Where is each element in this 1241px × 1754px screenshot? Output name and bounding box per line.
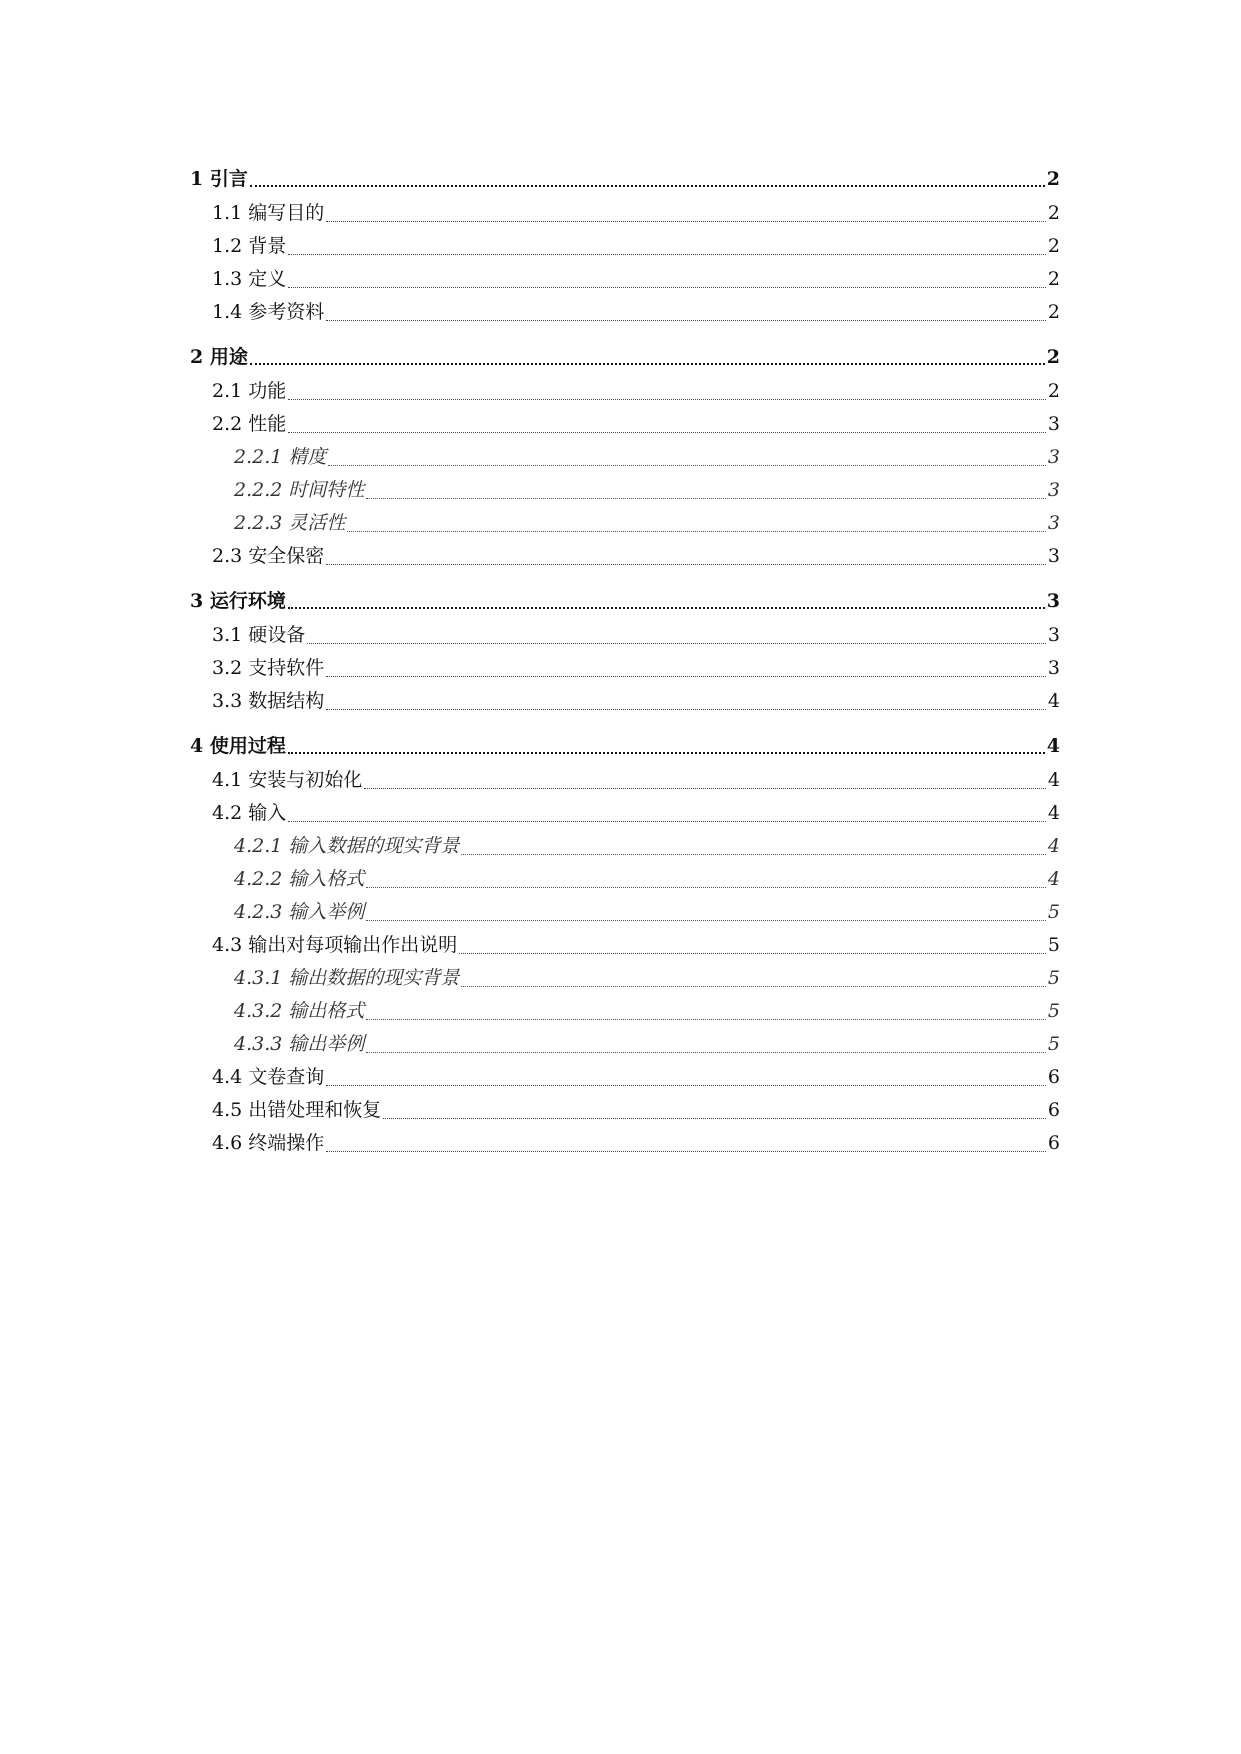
toc-section-entry[interactable] — [190, 653, 1060, 686]
toc-page-number: 5 — [1047, 1000, 1060, 1022]
toc-section-entry[interactable] — [190, 297, 1060, 330]
toc-section-entry[interactable] — [190, 1095, 1060, 1128]
toc-entry-label: 2.3 安全保密 — [212, 545, 325, 567]
toc-section-entry[interactable] — [190, 930, 1060, 963]
toc-page-number: 2 — [1047, 268, 1060, 290]
toc-dot-leader — [288, 752, 1045, 754]
toc-entry-label: 2.2.1 精度 — [234, 446, 327, 468]
toc-page-number: 2 — [1046, 346, 1060, 368]
toc-dot-leader — [288, 821, 1046, 822]
toc-subsection-entry[interactable] — [190, 508, 1060, 541]
toc-subsection-entry[interactable] — [190, 963, 1060, 996]
toc-dot-leader — [366, 920, 1046, 921]
toc-entry-label: 4.4 文卷查询 — [212, 1066, 325, 1088]
toc-chapter-entry[interactable] — [190, 586, 1060, 618]
toc-dot-leader — [288, 432, 1046, 433]
toc-subsection-entry[interactable] — [190, 1029, 1060, 1062]
toc-entry-label: 4.2.1 输入数据的现实背景 — [234, 835, 460, 857]
toc-subsection-entry[interactable] — [190, 864, 1060, 897]
toc-dot-leader — [366, 1019, 1046, 1020]
toc-entry-label: 1.4 参考资料 — [212, 301, 325, 323]
toc-page-number: 2 — [1047, 235, 1060, 257]
toc-chapter-entry[interactable] — [190, 164, 1060, 196]
toc-entry-label: 4.2 输入 — [212, 802, 287, 824]
toc-dot-leader — [366, 498, 1046, 499]
toc-section-entry[interactable] — [190, 376, 1060, 409]
toc-page-number: 2 — [1047, 301, 1060, 323]
table-of-contents — [190, 164, 1060, 1161]
toc-page-number: 2 — [1046, 168, 1060, 190]
toc-subsection-entry[interactable] — [190, 442, 1060, 475]
toc-dot-leader — [307, 643, 1046, 644]
toc-subsection-entry[interactable] — [190, 996, 1060, 1029]
toc-page-number: 6 — [1047, 1066, 1060, 1088]
toc-dot-leader — [461, 986, 1046, 987]
toc-dot-leader — [288, 607, 1045, 609]
toc-section-entry[interactable] — [190, 686, 1060, 719]
toc-page-number: 5 — [1047, 1033, 1060, 1055]
toc-dot-leader — [326, 1085, 1046, 1086]
toc-dot-leader — [347, 531, 1046, 532]
toc-dot-leader — [461, 854, 1046, 855]
toc-page-number: 2 — [1047, 380, 1060, 402]
toc-entry-label: 1.2 背景 — [212, 235, 287, 257]
toc-subsection-entry[interactable] — [190, 831, 1060, 864]
toc-entry-label: 1.3 定义 — [212, 268, 287, 290]
toc-page-number: 6 — [1047, 1099, 1060, 1121]
toc-dot-leader — [326, 564, 1046, 565]
toc-page-number: 5 — [1047, 901, 1060, 923]
toc-section-entry[interactable] — [190, 264, 1060, 297]
toc-page-number: 3 — [1047, 657, 1060, 679]
toc-section-entry[interactable] — [190, 620, 1060, 653]
toc-dot-leader — [250, 185, 1045, 187]
toc-subsection-entry[interactable] — [190, 475, 1060, 508]
toc-page-number: 5 — [1047, 967, 1060, 989]
toc-dot-leader — [366, 887, 1046, 888]
toc-entry-label: 3.3 数据结构 — [212, 690, 325, 712]
toc-entry-label: 2.2.3 灵活性 — [234, 512, 346, 534]
toc-dot-leader — [383, 1118, 1046, 1119]
toc-page-number: 4 — [1047, 868, 1060, 890]
toc-page-number: 5 — [1047, 934, 1060, 956]
toc-dot-leader — [364, 788, 1046, 789]
toc-page-number: 2 — [1047, 202, 1060, 224]
toc-section-entry[interactable] — [190, 798, 1060, 831]
toc-page-number: 3 — [1047, 512, 1060, 534]
toc-dot-leader — [326, 676, 1046, 677]
toc-page-number: 3 — [1047, 624, 1060, 646]
toc-section-entry[interactable] — [190, 1128, 1060, 1161]
toc-chapter-entry[interactable] — [190, 731, 1060, 763]
toc-section-entry[interactable] — [190, 198, 1060, 231]
toc-chapter-entry[interactable] — [190, 342, 1060, 374]
toc-dot-leader — [250, 363, 1045, 365]
toc-entry-label: 3 运行环境 — [190, 590, 286, 612]
toc-subsection-entry[interactable] — [190, 897, 1060, 930]
toc-page-number: 4 — [1047, 769, 1060, 791]
toc-entry-label: 1 引言 — [190, 168, 248, 190]
toc-entry-label: 2.2 性能 — [212, 413, 287, 435]
toc-dot-leader — [328, 465, 1046, 466]
toc-dot-leader — [326, 320, 1046, 321]
toc-dot-leader — [288, 287, 1046, 288]
toc-entry-label: 4.2.2 输入格式 — [234, 868, 365, 890]
toc-entry-label: 1.1 编写目的 — [212, 202, 325, 224]
toc-dot-leader — [459, 953, 1046, 954]
toc-dot-leader — [288, 254, 1046, 255]
toc-page-number: 3 — [1047, 413, 1060, 435]
toc-section-entry[interactable] — [190, 541, 1060, 574]
toc-page-number: 4 — [1047, 835, 1060, 857]
toc-page-number: 3 — [1047, 479, 1060, 501]
toc-page-number: 3 — [1047, 446, 1060, 468]
toc-entry-label: 3.2 支持软件 — [212, 657, 325, 679]
toc-entry-label: 2.2.2 时间特性 — [234, 479, 365, 501]
toc-entry-label: 4.2.3 输入举例 — [234, 901, 365, 923]
toc-page-number: 3 — [1046, 590, 1060, 612]
toc-dot-leader — [326, 1151, 1046, 1152]
toc-section-entry[interactable] — [190, 409, 1060, 442]
toc-dot-leader — [326, 709, 1046, 710]
toc-entry-label: 4.3.1 输出数据的现实背景 — [234, 967, 460, 989]
toc-page-number: 3 — [1047, 545, 1060, 567]
toc-entry-label: 4.3.2 输出格式 — [234, 1000, 365, 1022]
toc-dot-leader — [288, 399, 1046, 400]
toc-page-number: 4 — [1047, 690, 1060, 712]
toc-section-entry[interactable] — [190, 1062, 1060, 1095]
toc-entry-label: 2 用途 — [190, 346, 248, 368]
toc-page-number: 6 — [1047, 1132, 1060, 1154]
toc-section-entry[interactable] — [190, 231, 1060, 264]
toc-section-entry[interactable] — [190, 765, 1060, 798]
toc-entry-label: 4 使用过程 — [190, 735, 286, 757]
toc-entry-label: 4.3 输出对每项输出作出说明 — [212, 934, 458, 956]
toc-entry-label: 2.1 功能 — [212, 380, 287, 402]
toc-dot-leader — [326, 221, 1046, 222]
toc-entry-label: 3.1 硬设备 — [212, 624, 306, 646]
toc-dot-leader — [366, 1052, 1046, 1053]
toc-entry-label: 4.3.3 输出举例 — [234, 1033, 365, 1055]
toc-page-number: 4 — [1047, 802, 1060, 824]
toc-entry-label: 4.6 终端操作 — [212, 1132, 325, 1154]
toc-page-number: 4 — [1046, 735, 1060, 757]
toc-entry-label: 4.1 安装与初始化 — [212, 769, 363, 791]
toc-entry-label: 4.5 出错处理和恢复 — [212, 1099, 382, 1121]
